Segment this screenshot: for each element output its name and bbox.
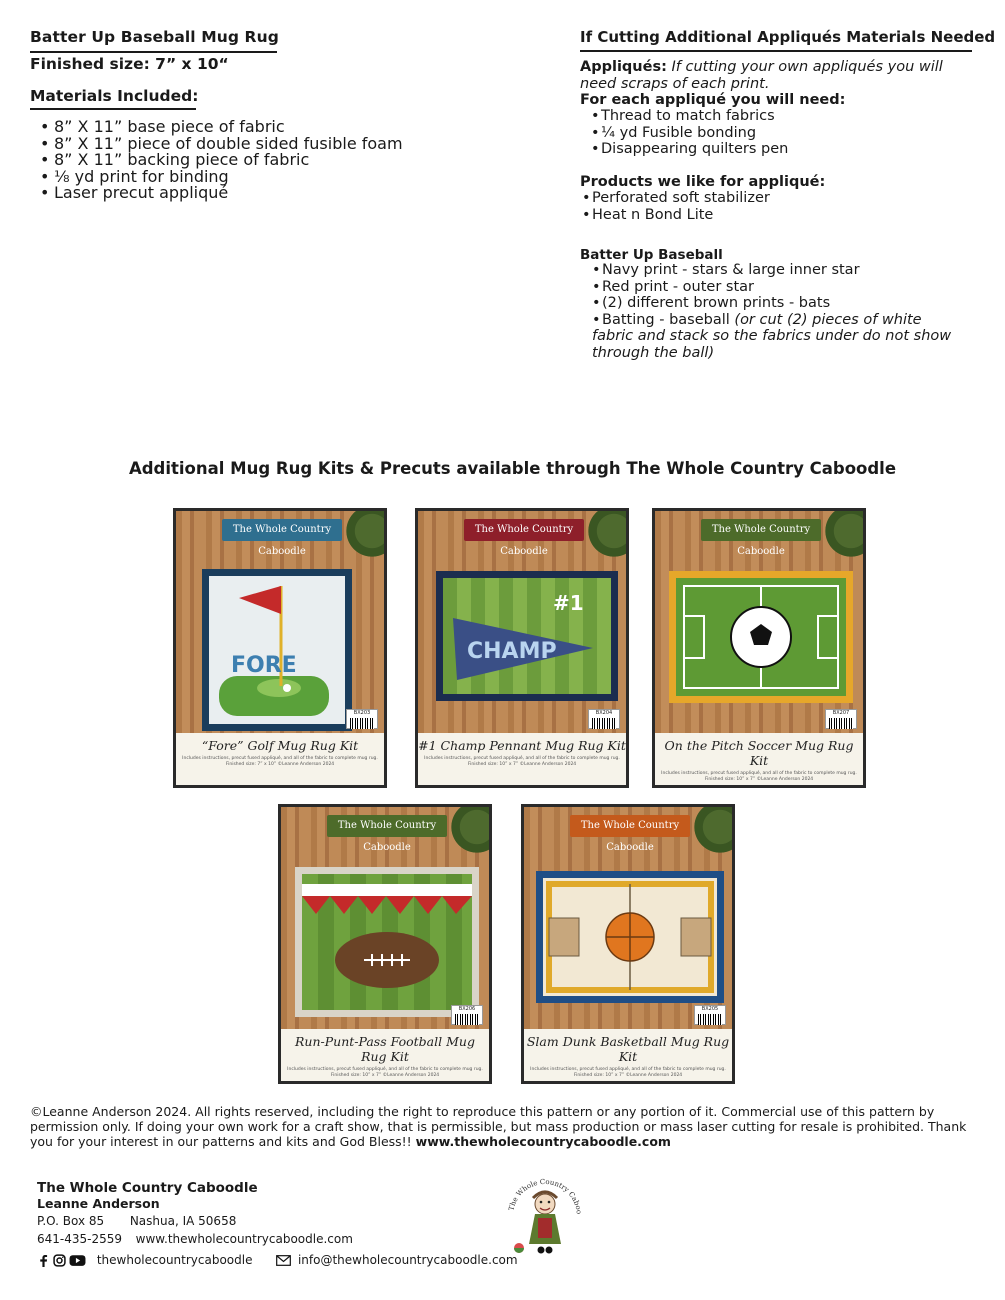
brand-logo (505, 1168, 585, 1258)
list-item: • Navy print - stars & large inner star (592, 262, 952, 279)
po-box: P.O. Box 85 (37, 1214, 105, 1228)
kit-fine-print: Includes instructions, precut fused appliqué, and all of the fabric to complete mug rug. (661, 771, 857, 776)
kit-barcode (588, 709, 620, 729)
batter-up-list (592, 262, 952, 361)
list-item: • Laser precut appliqué (40, 185, 403, 202)
applique-materials-heading: If Cutting Additional Appliqués Materials Needed (580, 28, 996, 46)
city: Nashua, IA 50658 (129, 1214, 237, 1228)
social-line (37, 1251, 518, 1269)
list-item: • ⅛ yd print for binding (40, 169, 403, 186)
kit-name: Slam Dunk Basketball Mug Rug Kit (526, 1034, 730, 1064)
kit-label (524, 1029, 732, 1081)
kit-card[interactable] (521, 804, 735, 1084)
kit-name: On the Pitch Soccer Mug Rug Kit (664, 738, 854, 768)
right-heading-underline (580, 50, 972, 52)
phone[interactable]: 641-435-2559 (37, 1232, 123, 1246)
kit-card[interactable] (278, 804, 492, 1084)
list-item: • Red print - outer star (592, 279, 952, 296)
list-item: • ¼ yd Fusible bonding (591, 125, 788, 142)
kit-name: Run-Punt-Pass Football Mug Rug Kit (295, 1034, 475, 1064)
svg-text:FORE: FORE (231, 653, 297, 678)
list-item: • 8” X 11” piece of double sided fusible foam (40, 136, 403, 153)
website-link[interactable]: www.thewholecountrycaboodle.com (135, 1232, 353, 1246)
kit-sku: BX207 (832, 710, 850, 716)
instagram-icon[interactable] (53, 1254, 66, 1267)
copyright-text: ©Leanne Anderson 2024. All rights reserved, including the right to reproduce this pattern or any portion of it. Commercial use of this pattern by permission only. If doing your own work for a craft show, that is permissible, but mass production or mass laser cutting for resale is prohibited. Thank you for your interest in our patterns and kits and God Bless!! (30, 1104, 967, 1149)
list-item: • 8” X 11” base piece of fabric (40, 119, 403, 136)
kit-barcode (346, 709, 378, 729)
facebook-icon[interactable] (37, 1254, 50, 1267)
kit-size: Finished size: 10” x 7” ©Leanne Anderson 2024 (330, 1072, 440, 1078)
kits-heading: Additional Mug Rug Kits & Precuts available through The Whole Country Caboodle (128, 459, 897, 478)
finished-size: Finished size: 7” x 10“ (30, 55, 229, 73)
svg-text:CHAMP: CHAMP (467, 639, 557, 664)
email-address[interactable]: info@thewholecountrycaboodle.com (297, 1253, 518, 1267)
kit-label (176, 733, 384, 785)
email-icon (276, 1255, 291, 1266)
kit-size: Finished size: 10” x 7” ©Leanne Anderson 2024 (704, 776, 814, 782)
kit-barcode (825, 709, 857, 729)
appliques-label: Appliqués: (580, 59, 667, 75)
kit-barcode (694, 1005, 726, 1025)
kit-sku: BX203 (353, 710, 371, 716)
kit-sku: BX204 (595, 710, 613, 716)
list-item: • 8” X 11” backing piece of fabric (40, 152, 403, 169)
list-item: • Perforated soft stabilizer (582, 190, 770, 207)
social-handle[interactable]: thewholecountrycaboodle (96, 1253, 253, 1267)
kit-fine-print: Includes instructions, precut fused appliqué, and all of the fabric to complete mug rug. (424, 756, 620, 761)
company-name: The Whole Country Caboodle (37, 1180, 258, 1196)
appliques-note (580, 59, 970, 92)
kit-size: Finished size: 10” x 7” ©Leanne Anderson 2024 (573, 1072, 683, 1078)
materials-underline (30, 108, 196, 110)
kit-card[interactable] (173, 508, 387, 788)
svg-text:#1: #1 (553, 591, 584, 615)
youtube-icon[interactable] (69, 1254, 86, 1267)
logo-text: The Whole Country Caboo (507, 1177, 583, 1215)
kit-name: #1 Champ Pennant Mug Rug Kit (418, 738, 626, 753)
person-name: Leanne Anderson (37, 1196, 160, 1211)
kit-size: Finished size: 7” x 10” ©Leanne Anderson 2024 (225, 761, 335, 767)
kit-sku: BX206 (458, 1006, 476, 1012)
kit-fine-print: Includes instructions, precut fused appliqué, and all of the fabric to complete mug rug. (182, 756, 378, 761)
address-line (37, 1212, 518, 1230)
contact-block (37, 1179, 518, 1269)
kit-card[interactable] (652, 508, 866, 788)
kit-sku: BX205 (701, 1006, 719, 1012)
kit-label (655, 733, 863, 785)
brand-tag: The Whole Country Caboodle (464, 519, 584, 541)
kit-card[interactable] (415, 508, 629, 788)
materials-list (40, 119, 403, 202)
copyright-notice (30, 1104, 975, 1149)
products-heading: Products we like for appliqué: (580, 174, 826, 190)
list-item: • Disappearing quilters pen (591, 141, 788, 158)
kit-fine-print: Includes instructions, precut fused appliqué, and all of the fabric to complete mug rug. (287, 1067, 483, 1072)
products-list (582, 190, 770, 223)
brand-tag: The Whole Country Caboodle (327, 815, 447, 837)
appliques-text: If cutting your own appliqués you will need scraps of each print. (580, 59, 943, 92)
brand-tag: The Whole Country Caboodle (570, 815, 690, 837)
batter-up-heading: Batter Up Baseball (580, 247, 723, 263)
brand-tag: The Whole Country Caboodle (701, 519, 821, 541)
kit-label (418, 733, 626, 785)
each-applique-list (591, 108, 788, 158)
kit-name: “Fore” Golf Mug Rug Kit (201, 738, 359, 753)
kit-label (281, 1029, 489, 1081)
list-item: • Thread to match fabrics (591, 108, 788, 125)
kit-size: Finished size: 10” x 7” ©Leanne Anderson 2024 (467, 761, 577, 767)
brand-tag: The Whole Country Caboodle (222, 519, 342, 541)
materials-heading: Materials Included: (30, 87, 199, 105)
kit-fine-print: Includes instructions, precut fused appliqué, and all of the fabric to complete mug rug. (530, 1067, 726, 1072)
pattern-title: Batter Up Baseball Mug Rug (30, 28, 279, 46)
each-applique-heading: For each appliqué you will need: (580, 92, 846, 108)
copyright-url[interactable]: www.thewholecountrycaboodle.com (415, 1134, 671, 1149)
kit-barcode (451, 1005, 483, 1025)
batting-note: (or cut (2) pieces of white fabric and stack so the fabrics under do not show through the ball) (592, 311, 952, 361)
list-item: • Heat n Bond Lite (582, 207, 770, 224)
list-item: • Batting - baseball (or cut (2) pieces of white fabric and stack so the fabrics under do not show through the ball) (592, 312, 952, 362)
title-underline (30, 51, 277, 53)
list-item: • (2) different brown prints - bats (592, 295, 952, 312)
phone-line (37, 1230, 518, 1248)
